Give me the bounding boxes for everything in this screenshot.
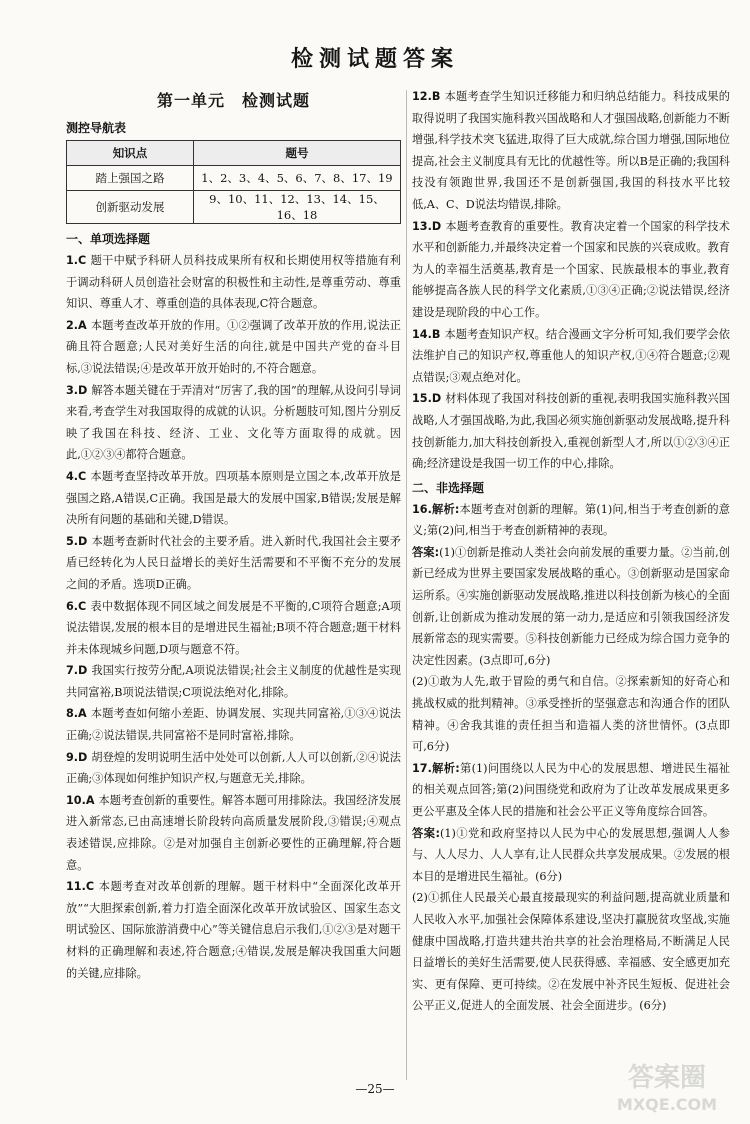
answer-letter: A	[78, 707, 87, 721]
answer-item	[412, 388, 730, 474]
explanation-text: 本题考查改革开放的作用。①②强调了改革开放的作用,说法正确且符合题意;人民对美好生活的向往,就是中国共产党的奋斗目标,③说法错误;④是改革开放开始时的,不符合题意。	[66, 318, 401, 375]
explanation-text: 材料体现了我国对科技创新的重视,表明我国实施科教兴国战略,人才强国战略,为此,我国必须实施创新驱动发展战略,提升科技创新能力,加大科技创新投入,重视创新型人才,所以①②③④正确;经济建设是我国一切工作的中心,排除。	[412, 392, 730, 471]
answer-label: 答案:	[412, 545, 440, 559]
answer-letter: C	[85, 880, 95, 894]
answer-letter: A	[78, 318, 87, 332]
guide-table-label: 测控导航表	[66, 121, 127, 135]
question-17	[412, 758, 730, 1017]
answer-item	[66, 790, 401, 876]
answer-item	[66, 596, 401, 661]
watermark-en: MXQE.COM	[616, 1095, 718, 1114]
question-number: 8.	[66, 707, 79, 721]
question-number: 4.	[66, 469, 79, 483]
question-number: 6.	[66, 599, 79, 613]
watermark-cn: 答案圈	[627, 1063, 707, 1093]
explanation-text: 本题考查教育的重要性。教育决定着一个国家的科学技术水平和创新能力,并最终决定着一个国家和民族的兴衰成败。教育为人的幸福生活奠基,教育是一个国家、民族最根本的事业,教育能够提高各族人民的科学文化素质,①③④正确;②说法错误,经济建设是现阶段的中心工作。	[412, 219, 730, 319]
question-number: 15.	[412, 392, 432, 406]
answer-letter: A	[85, 793, 95, 807]
explanation-text: 表中数据体现不同区域之间发展是不平衡的,C项符合题意;A项说法错误,发展的根本目的是增进民生福祉;B项不符合题意;题干材料并未体现城乡问题,D项与题意不符。	[66, 599, 401, 656]
explanation-text: 本题考查新时代社会的主要矛盾。进入新时代,我国社会主要矛盾已经转化为人民日益增长的美好生活需要和不平衡不充分的发展之间的矛盾。选项D正确。	[66, 534, 401, 591]
answer-item	[66, 250, 401, 315]
answer-item	[412, 86, 730, 216]
explanation-text: 我国实行按劳分配,A项说法错误;社会主义制度的优越性是实现共同富裕,B项说法错误;C项说法绝对化,排除。	[66, 664, 401, 699]
table-cell: 踏上强国之路	[67, 166, 194, 191]
question-number: 2.	[66, 318, 79, 332]
question-16	[412, 499, 730, 758]
answer-list	[412, 86, 730, 475]
answer-letter: B	[431, 327, 441, 341]
answer-list	[66, 250, 401, 984]
question-number: 3.	[66, 383, 79, 397]
answer-text: (2)①抓住人民最关心最直接最现实的利益问题,提高就业质量和人民收入水平,加强社会保障体系建设,坚决打赢脱贫攻坚战,实施健康中国战略,打造共建共治共享的社会治理格局,不断满足人民日益增长的美好生活需要,使人民获得感、幸福感、安全感更加充实、更有保障、更可持续。②在发展中补齐民生短板、促进社会公平正义,促进人的全面发展、社会全面进步。(6分)	[412, 891, 730, 1013]
explanation-text: 本题考查学生知识迁移能力和归纳总结能力。科技成果的取得说明了我国实施科教兴国战略和人才强国战略,创新能力不断增强,科学技术突飞猛进,取得了巨大成就,综合国力增强,国际地位提高,社会主义制度具有无比的优越性等。所以B是正确的;我国科技没有领跑世界,我国还不是创新强国,我国的科技水平比较低,A、C、D说法均错误,排除。	[412, 90, 730, 211]
explanation-text: 本题考查如何缩小差距、协调发展、实现共同富裕,①③④说法正确;②说法错误,共同富裕不是同时富裕,排除。	[66, 707, 401, 743]
answer-text: (1)①党和政府坚持以人民为中心的发展思想,强调人人参与、人人尽力、人人享有,让人民群众共享发展成果。②发展的根本目的是增进民生福祉。(6分)	[412, 826, 730, 883]
table-cell: 9、10、11、12、13、14、15、16、18	[193, 191, 400, 224]
table-cell: 创新驱动发展	[67, 191, 194, 224]
answer-letter: D	[431, 392, 442, 406]
table-header: 题号	[193, 141, 400, 166]
answer-letter: D	[78, 534, 88, 548]
answer-letter: C	[78, 599, 87, 613]
left-column	[66, 84, 401, 984]
question-number: 12.	[412, 90, 432, 103]
explanation-text: 本题考查知识产权。结合漫画文字分析可知,我们要学会依法维护自己的知识产权,尊重他人的知识产权,①④符合题意;②观点错误;③观点绝对化。	[412, 327, 730, 384]
question-number: 1.	[66, 254, 79, 267]
page-number: —25—	[355, 1082, 395, 1096]
answer-letter: B	[431, 90, 441, 103]
right-column	[412, 86, 730, 1017]
answer-item	[66, 315, 401, 380]
column-divider	[406, 90, 407, 1080]
answer-letter: D	[78, 664, 88, 678]
answer-item	[412, 216, 730, 324]
answer-item	[66, 876, 401, 984]
page-title: 检测试题答案	[290, 47, 459, 72]
question-number: 14.	[412, 327, 432, 341]
answer-item	[66, 380, 401, 466]
answer-letter: D	[431, 219, 442, 233]
table-row	[67, 191, 401, 224]
explanation-text: 本题考查坚持改革开放。四项基本原则是立国之本,改革开放是强国之路,A错误,C正确。我国是最大的发展中国家,B错误;发展是解决所有问题的基础和关键,D错误。	[66, 469, 401, 527]
question-number: 5.	[66, 534, 79, 548]
watermark-logo	[602, 1056, 732, 1118]
answer-letter: D	[78, 750, 88, 764]
question-number: 11.	[66, 880, 86, 894]
question-number: 17.	[412, 761, 432, 775]
question-number: 16.	[412, 502, 432, 516]
answer-item	[66, 466, 401, 531]
answer-letter: C	[78, 254, 87, 267]
question-number: 7.	[66, 664, 79, 678]
answer-text: (1)①创新是推动人类社会向前发展的重要力量。②当前,创新已经成为世界主要国家发展战略的重心。③创新驱动是国家命运所系。④实施创新驱动发展战略,推进以科技创新为核心的全面创新,让创新成为推动发展的第一动力,是适应和引领我国经济发展新常态的现实需要。⑤科技创新能力已经成为综合国力竞争的决定性因素。(3点即可,6分)	[412, 545, 730, 667]
question-number: 9.	[66, 750, 79, 764]
analysis-text: 第(1)问围绕以人民为中心的发展思想、增进民生福祉的相关观点回答;第(2)问围绕党和政府为了让改革发展成果更多更公平惠及全体人民的措施和社会公平正义等角度综合回答。	[412, 761, 730, 818]
question-number: 13.	[412, 219, 432, 233]
table-row	[67, 166, 401, 191]
section-heading: 一、单项选择题	[66, 232, 151, 246]
answer-item	[66, 660, 401, 703]
answer-letter: D	[78, 383, 88, 397]
explanation-text: 胡登煌的发明说明生活中处处可以创新,人人可以创新,②④说法正确;③体现如何维护知识产权,与题意无关,排除。	[66, 750, 401, 786]
unit-title: 第一单元 检测试题	[156, 91, 310, 110]
guide-table	[66, 140, 401, 224]
analysis-label: 解析:	[431, 761, 460, 775]
explanation-text: 本题考查创新的重要性。解答本题可用排除法。我国经济发展进入新常态,已由高速增长阶段转向高质量发展阶段,③错误;④观点表述错误,应排除。②是对加强自主创新必要性的正确理解,符合题意。	[66, 793, 401, 872]
analysis-label: 解析:	[431, 502, 460, 516]
explanation-text: 解答本题关键在于弄清对“厉害了,我的国”的理解,从设问引导词来看,考查学生对我国取得的成就的认识。分析题肢可知,图片分别反映了我国在科技、经济、工业、文化等方面取得的成就。因此,①②③④都符合题意。	[66, 383, 401, 462]
answer-label: 答案:	[412, 826, 440, 840]
question-number: 10.	[66, 793, 86, 807]
explanation-text: 题干中赋予科研人员科技成果所有权和长期使用权等措施有利于调动科研人员创造社会财富的积极性和主动性,是尊重劳动、尊重知识、尊重人才、尊重创造的具体表现,C符合题意。	[66, 254, 401, 311]
answer-item	[66, 531, 401, 596]
section-heading: 二、非选择题	[412, 480, 485, 495]
answer-item	[412, 324, 730, 389]
analysis-text: 本题考查对创新的理解。第(1)问,相当于考查创新的意义;第(2)问,相当于考查创新精神的表现。	[412, 502, 730, 538]
table-header: 知识点	[67, 141, 194, 166]
table-cell: 1、2、3、4、5、6、7、8、17、19	[193, 166, 400, 191]
explanation-text: 本题考查对改革创新的理解。题干材料中“全面深化改革开放”“大胆探索创新,着力打造全面深化改革开放试验区、国家生态文明试验区、国际旅游消费中心”等关键信息启示我们,①②③是对题干材料的正确理解和表述,符合题意;④错误,发展是解决我国重大问题的关键,应排除。	[66, 880, 401, 980]
answer-text: (2)①敢为人先,敢于冒险的勇气和自信。②探索新知的好奇心和挑战权威的批判精神。③承受挫折的坚强意志和沟通合作的团队精神。④舍我其谁的责任担当和造福人类的济世情怀。(3点即可,6分)	[412, 675, 730, 754]
answer-item	[66, 747, 401, 790]
answer-item	[66, 703, 401, 746]
answer-letter: C	[78, 469, 87, 483]
